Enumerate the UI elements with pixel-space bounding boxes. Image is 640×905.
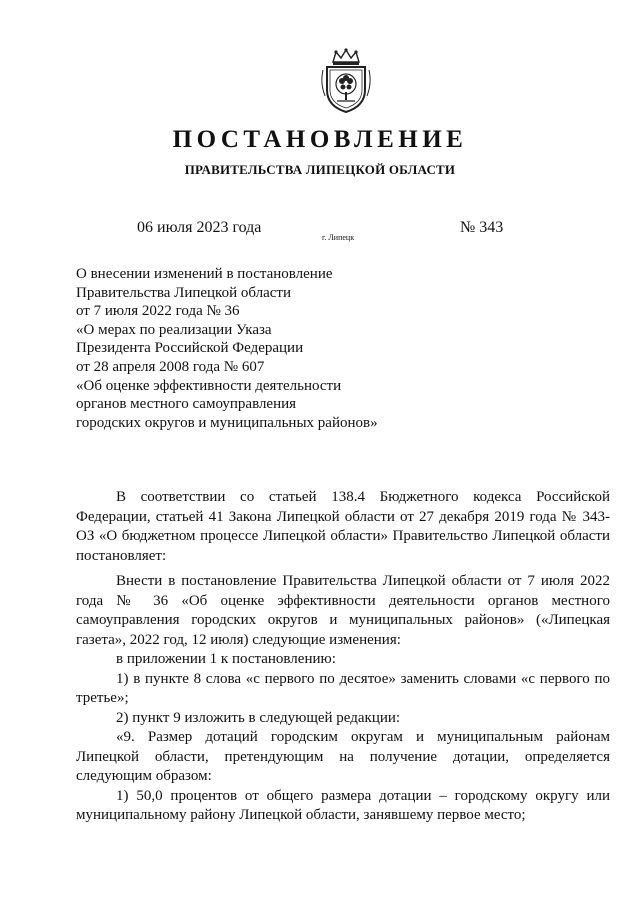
document-date: 06 июля 2023 года <box>137 219 262 236</box>
body-paragraph: 2) пункт 9 изложить в следующей редакции: <box>116 709 401 726</box>
document-body <box>76 488 610 826</box>
subject-line: Президента Российской Федерации <box>76 340 304 357</box>
subject-line: «Об оценке эффективности деятельности <box>76 377 342 394</box>
subject-line: от 28 апреля 2008 года № 607 <box>76 358 265 375</box>
document-subject <box>76 265 436 432</box>
subject-line: «О мерах по реализации Указа <box>76 321 272 338</box>
document-number: № 343 <box>460 219 504 236</box>
body-paragraph: 1) в пункте 8 слова «с первого по десятое» заменить словами «с первого по третье»; <box>76 670 610 706</box>
body-paragraph: Внести в постановление Правительства Липецкой области от 7 июля 2022 года № 36 «Об оценке эффективности деятельности органов местного самоуправления городских округов и муниципальных районов» («Липецкая газета», 2022 год, 12 июля) следующие изменения: <box>76 573 610 648</box>
body-paragraph: 1) 50,0 процентов от общего размера дотации – городскому округу или муниципальному району Липецкой области, занявшему первое место; <box>76 787 610 823</box>
subject-line: от 7 июля 2022 года № 36 <box>76 303 240 320</box>
subject-line: органов местного самоуправления <box>76 396 297 413</box>
subject-line: городских округов и муниципальных районов» <box>76 414 378 431</box>
coat-of-arms-emblem <box>317 48 375 114</box>
body-paragraph: В соответствии со статьей 138.4 Бюджетного кодекса Российской Федерации, статьей 41 Закона Липецкой области от 27 декабря 2019 года № 343-ОЗ «О бюджетном процессе Липецкой области» Правительство Липецкой области постановляет: <box>76 489 610 564</box>
body-paragraph: в приложении 1 к постановлению: <box>116 651 336 667</box>
document-title: ПОСТАНОВЛЕНИЕ <box>172 126 468 153</box>
document-city: г. Липецк <box>322 233 355 242</box>
subject-line: О внесении изменений в постановление <box>76 266 333 282</box>
document-subtitle: ПРАВИТЕЛЬСТВА ЛИПЕЦКОЙ ОБЛАСТИ <box>184 162 456 177</box>
body-paragraph: «9. Размер дотаций городским округам и муниципальным районам Липецкой области, претендующим на получение дотации, определяется следующим образом: <box>76 729 610 784</box>
subject-line: Правительства Липецкой области <box>76 284 292 301</box>
